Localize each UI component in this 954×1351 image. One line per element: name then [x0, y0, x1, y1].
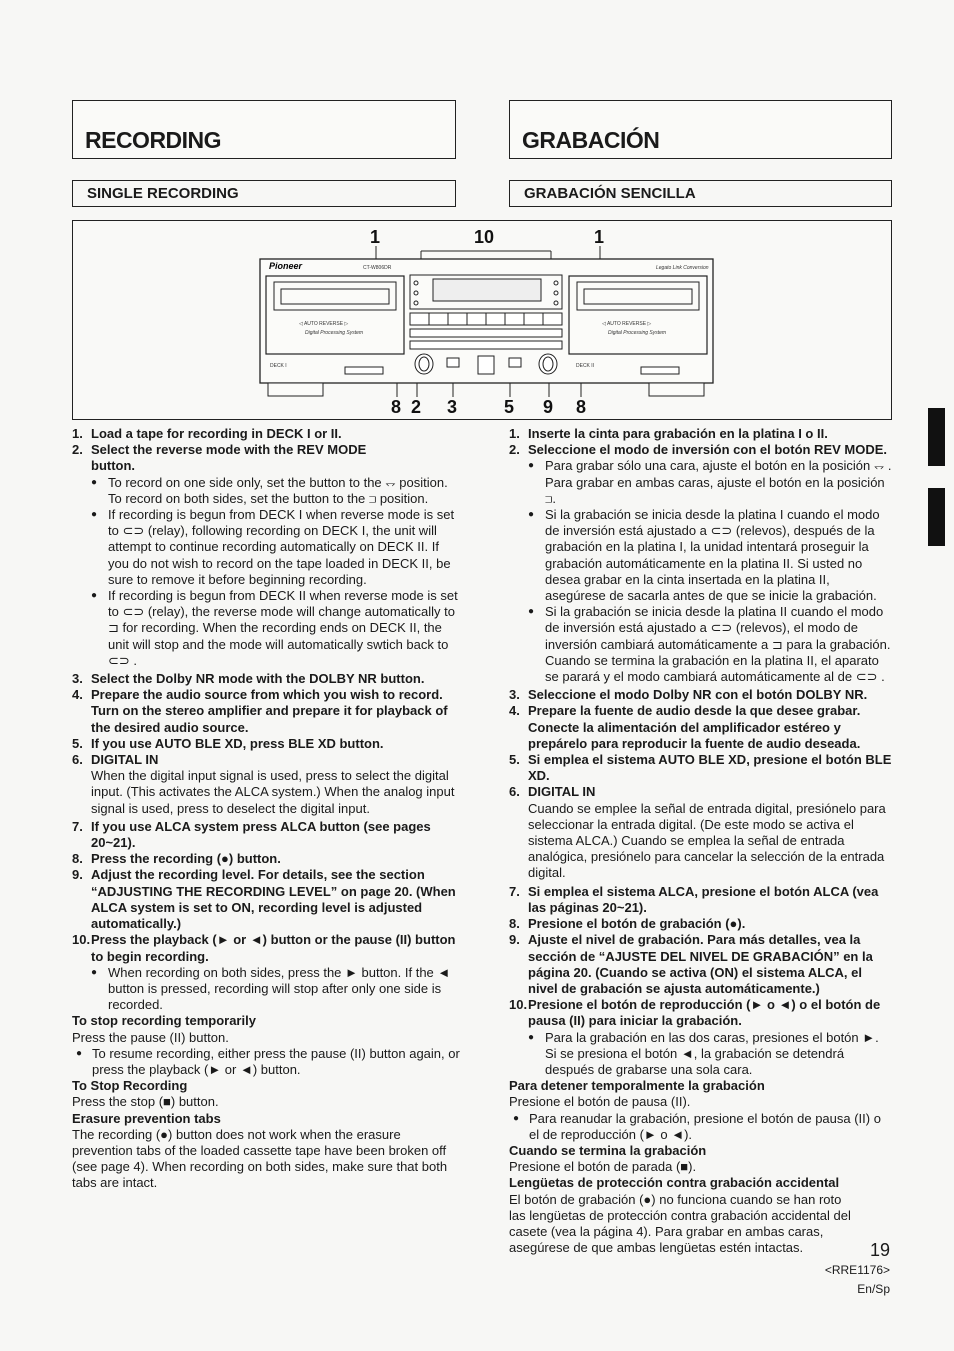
en-step-1: 1. Load a tape for recording in DECK I or II.: [72, 426, 342, 441]
es-bullet-2-2: ● Si la grabación se inicia desde la platina I cuando el modo de inversión está ajustado a ⊂⊃ (relevos), después de la grabación en la platina I, la unidad intentará proseguir la grabación automáticamente en la platina II. Si usted no desea grabar en la cinta insertada en la platina II, asegúrese de sacarla antes de que se inicie la grabación.: [528, 507, 880, 604]
callout-8-right: 8: [576, 397, 587, 417]
en-step-5: 5. If you use AUTO BLE XD, press BLE XD button.: [72, 735, 384, 751]
en-step-3: 3. Select the Dolby NR mode with the DOLBY NR button.: [72, 671, 425, 687]
es-page-title: GRABACIÓN: [522, 127, 660, 153]
deck2-label: DECK II: [576, 363, 595, 369]
es-step-6-text: Cuando se emplee la señal de entrada digital, presiónelo para seleccionar la entrada digital. (De este modo se activa el sistema ALCA.) Cuando se emplea la señal de entrada analógica, presiónelo para cancelar la selección de la entrada digital.: [528, 800, 886, 881]
section-marker-bottom: [928, 488, 945, 546]
model-label: CT-W806DR: [363, 265, 392, 271]
en-text-stop-recording: Press the stop (■) button.: [72, 1094, 219, 1110]
en-bullet-2-2: ● If recording is begun from DECK I when reverse mode is set to ⊂⊃ (relay), following recording on DECK I, the unit will attempt to continue recording automatically on DECK II. If you do not wish to record on the tape loaded in DECK II, be sure to remove it before beginning recording.: [91, 507, 455, 587]
en-heading-stop-recording: To Stop Recording: [72, 1078, 188, 1094]
en-step-6: 6. DIGITAL IN: [72, 752, 159, 768]
es-subtitle-box: [509, 180, 892, 207]
es-step-8: 8. Presione el botón de grabación (●).: [509, 916, 746, 932]
language-code: En/Sp: [857, 1282, 890, 1296]
en-step-7: 7. If you use ALCA system press ALCA button (see pages 20~21).: [72, 818, 431, 851]
es-step-7: 7. Si emplea el sistema ALCA, presione el botón ALCA (vea las páginas 20~21).: [509, 883, 879, 915]
en-text-stop-temporarily: Press the pause (II) button.: [72, 1029, 229, 1045]
es-text-stop-recording: Presione el botón de parada (■).: [509, 1159, 697, 1175]
es-subtitle: GRABACIÓN SENCILLA: [524, 185, 696, 202]
es-step-4: 4. Prepare la fuente de audio desde la que desee grabar. Conecte la alimentación del amplificador estéreo y prepárelo para reproducir la fuente de audio deseada.: [509, 703, 861, 751]
es-bullet-10: ● Para la grabación en las dos caras, presiones el botón ►. Si se presiona el botón ◄, la grabación se detendrá después de grabarse una sola cara.: [528, 1029, 879, 1077]
callout-2: 2: [411, 397, 422, 417]
deck1-caption: Digital Processing System: [305, 330, 364, 336]
legato-label: Legato Link Conversion: [656, 265, 709, 271]
callout-3: 3: [447, 397, 458, 417]
es-step-3: 3. Seleccione el modo Dolby NR con el botón DOLBY NR.: [509, 687, 868, 703]
deck2-caption: Digital Processing System: [608, 330, 667, 336]
en-title-box: [72, 100, 456, 159]
document-code: <RRE1176>: [824, 1263, 890, 1277]
es-step-10: 10. Presione el botón de reproducción (► o ◄) o el botón de pausa (II) para iniciar la grabación.: [509, 997, 881, 1029]
en-text-erasure-tabs: The recording (●) button does not work when the erasure prevention tabs of the loaded cassette tape have been broken off (see page 4). When recording on both sides, make sure that both tabs are intact.: [72, 1126, 448, 1191]
es-column: [509, 426, 892, 1256]
en-step-2-cont: [72, 458, 460, 474]
en-step-2-text-b: button.: [91, 458, 136, 474]
en-bullet-2-1: ● To record on one side only, set the button to the ⥐ position. To record on both sides, set the button to the ⊐ position.: [91, 474, 448, 506]
es-text-erasure-tabs: El botón de grabación (●) no funciona cuando se han roto las lengüetas de protección contra grabación accidental del casete (vea la página 4). Para grabar en ambas caras, asegúrese de que ambas lengüetas estén intactas.: [509, 1191, 851, 1256]
page-number: 19: [870, 1240, 891, 1260]
es-step-9: 9. Ajuste el nivel de grabación. Para más detalles, vea la sección de “AJUSTE DEL NIVEL DE GRABACIÓN” en la página 20. (Cuando se activa (ON) el sistema ALCA, el nivel de grabación se ajusta automáticamente.): [509, 932, 873, 996]
en-page-title: RECORDING: [85, 127, 222, 153]
es-step-5: 5. Si emplea el sistema AUTO BLE XD, presione el botón BLE XD.: [509, 752, 892, 784]
brand-logo: Pioneer: [269, 261, 303, 271]
es-title-box: [509, 100, 892, 159]
callout-5: 5: [504, 397, 515, 417]
en-step-10: 10. Press the playback (► or ◄) button or the pause (II) button to begin recording.: [72, 932, 456, 964]
en-bullet-2-3: ● If recording is begun from DECK II when reverse mode is set to ⊂⊃ (relay), the reverse mode will change automatically to ⊐ for recording. When the recording ends on DECK II, the unit will stop and the mode will automatically swtich back to ⊂⊃ .: [91, 588, 458, 668]
deck1-auto-reverse: ◁ AUTO REVERSE ▷: [299, 321, 349, 327]
es-heading-erasure-tabs: Lengüetas de protección contra grabación accidental: [509, 1175, 840, 1191]
en-step-2-text-a: Select the reverse mode with the REV MODE: [91, 442, 367, 458]
en-step-1-text: Load a tape for recording in DECK I or II.: [91, 426, 342, 441]
callout-1-right: 1: [594, 227, 605, 247]
en-subtitle: SINGLE RECORDING: [87, 185, 239, 202]
cassette-deck-figure: [72, 220, 892, 420]
callout-10: 10: [474, 227, 495, 247]
en-column: [72, 426, 460, 1192]
en-heading-erasure-tabs: Erasure prevention tabs: [72, 1110, 221, 1126]
en-bullet-10: ● When recording on both sides, press the ► button. If the ◄ button is pressed, recording will stop after only one side is recorded.: [91, 964, 451, 1013]
callout-9: 9: [543, 397, 554, 417]
section-marker-top: [928, 408, 945, 466]
en-step-8: 8. Press the recording (●) button.: [72, 851, 281, 867]
es-heading-stop-recording: Cuando se termina la grabación: [509, 1142, 707, 1158]
en-bullet-resume: ● To resume recording, either press the pause (II) button again, or press the playback (► or ◄) button.: [76, 1045, 460, 1077]
callout-8-left: 8: [391, 397, 402, 417]
es-step-1: 1. Inserte la cinta para grabación en la platina I o II.: [509, 426, 828, 441]
en-subtitle-box: [72, 180, 456, 207]
es-text-stop-temporarily: Presione el botón de pausa (II).: [509, 1094, 691, 1110]
en-step-6-text: When the digital input signal is used, press to select the digital input. (This activates the ALCA system.) When the analog input signal is used, press to deselect the digital input.: [91, 768, 455, 816]
deck1-label: DECK I: [270, 363, 287, 369]
en-step-9: 9. Adjust the recording level. For details, see the section “ADJUSTING THE RECORDING LEVEL” on page 20. (When ALCA system is set to ON, recording level is adjusted automatically.): [72, 867, 456, 932]
es-step-6: 6. DIGITAL IN: [509, 784, 596, 800]
en-step-4: 4. Prepare the audio source from which you wish to record. Turn on the stereo amplifier and prepare it for playback of the desired audio source.: [72, 687, 448, 735]
es-bullet-2-1: ● Para grabar sólo una cara, ajuste el botón en la posición ⥐ . Para grabar en ambas caras, ajuste el botón en la posición ⊐.: [528, 458, 892, 506]
en-heading-stop-temporarily: To stop recording temporarily: [72, 1013, 256, 1029]
deck-body: [260, 259, 713, 396]
es-step-2: 2. Seleccione el modo de inversión con el botón REV MODE.: [509, 442, 888, 458]
deck2-auto-reverse: ◁ AUTO REVERSE ▷: [602, 321, 652, 327]
es-bullet-2-3: ● Si la grabación se inicia desde la platina II cuando el modo de inversión está ajustado a ⊂⊃ (relevos), el modo de inversión cambiará automáticamente a ⊐ para la grabación. Cuando se termina la grabación en la platina II, el aparato se parará y el modo cambiará automáticamente al de ⊂⊃ .: [528, 604, 891, 685]
callout-1-left: 1: [370, 227, 381, 247]
es-heading-stop-temporarily: Para detener temporalmente la grabación: [509, 1078, 765, 1094]
es-bullet-resume: ● Para reanudar la grabación, presione el botón de pausa (II) o el de reproducción (► o ◄).: [513, 1110, 881, 1142]
en-step-2: 2. Select the reverse mode with the REV MODE: [72, 442, 367, 458]
cassette-deck-illustration: [73, 221, 891, 419]
